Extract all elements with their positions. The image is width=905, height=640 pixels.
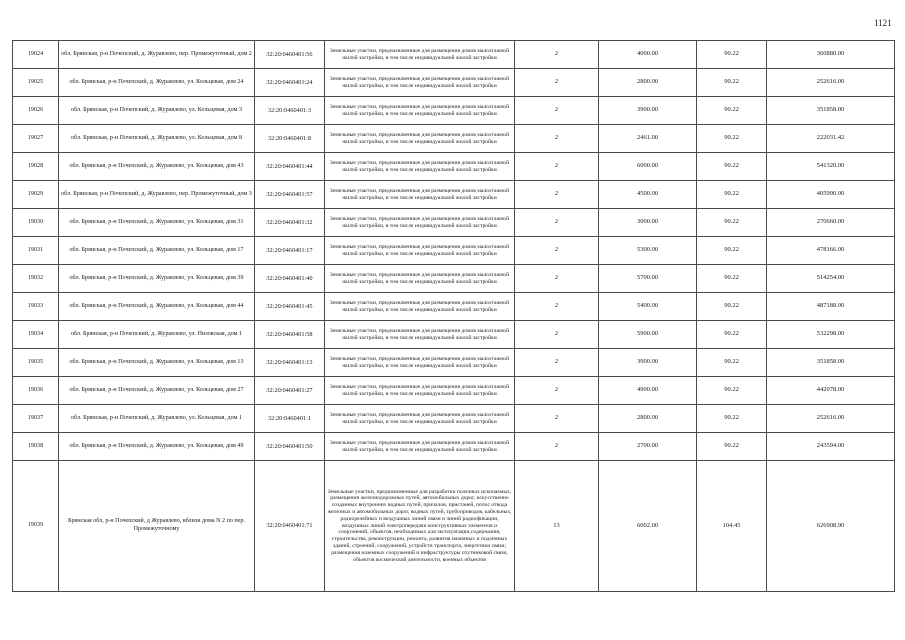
area-cell: 5400.00 (599, 293, 697, 321)
row-id-cell: 19031 (13, 237, 59, 265)
row-id-cell: 19028 (13, 153, 59, 181)
row-id-cell: 19024 (13, 41, 59, 69)
address-cell: обл. Брянская, р-н Почепский, д. Журавлево, ул. Кольцевая, дом 8 (59, 125, 255, 153)
address-cell: обл. Брянская, р-н Почепский, д. Журавлево, ул. Кольцевая, дом 49 (59, 433, 255, 461)
area-cell: 2800.00 (599, 69, 697, 97)
cadastral-number-cell: 32:20:0460401:27 (255, 377, 325, 405)
area-cell: 3900.00 (599, 349, 697, 377)
specific-value-cell: 90.22 (697, 405, 767, 433)
row-id-cell: 19025 (13, 69, 59, 97)
cadastral-number-cell: 32:20:0460401:24 (255, 69, 325, 97)
table-row (13, 405, 895, 433)
land-purpose-cell: Земельные участки, предназначенные для размещения домов малоэтажной жилой застройки, в том числе индивидуальной жилой застройки (325, 293, 515, 321)
address-cell: обл. Брянская, р-н Почепский, д. Журавлево, ул. Кольцевая, дом 39 (59, 265, 255, 293)
cadastral-number-cell: 32:20:0460401:1 (255, 405, 325, 433)
cadastral-number-cell: 32:20:0460401:50 (255, 433, 325, 461)
land-purpose-cell: Земельные участки, предназначенные для размещения домов малоэтажной жилой застройки, в том числе индивидуальной жилой застройки (325, 377, 515, 405)
area-cell: 6002.00 (599, 461, 697, 592)
land-purpose-cell: Земельные участки, предназначенные для размещения домов малоэтажной жилой застройки, в том числе индивидуальной жилой застройки (325, 265, 515, 293)
row-id-cell: 19038 (13, 433, 59, 461)
category-code-cell: 2 (515, 433, 599, 461)
cadastral-number-cell: 32:20:0460401:8 (255, 125, 325, 153)
cadastral-value-cell: 252616.00 (767, 405, 895, 433)
cadastral-value-cell: 532298.00 (767, 321, 895, 349)
address-cell: Брянская обл, р-н Почепский, д Журавлево, вблизи дома N 2 по пер. Промежуточному (59, 461, 255, 592)
address-cell: обл. Брянская, р-н Почепский, д. Журавлево, ул. Кольцевая, дом 1 (59, 405, 255, 433)
land-purpose-cell: Земельные участки, предназначенные для размещения домов малоэтажной жилой застройки, в том числе индивидуальной жилой застройки (325, 97, 515, 125)
address-cell: обл. Брянская, р-н Почепский, д. Журавлево, ул. Кольцевая, дом 3 (59, 97, 255, 125)
row-id-cell: 19032 (13, 265, 59, 293)
address-cell: обл. Брянская, р-н Почепский, д. Журавлево, ул. Кольцевая, дом 13 (59, 349, 255, 377)
land-purpose-cell: Земельные участки, предназначенные для размещения домов малоэтажной жилой застройки, в том числе индивидуальной жилой застройки (325, 125, 515, 153)
cadastral-value-cell: 351858.00 (767, 97, 895, 125)
table-body (13, 41, 895, 592)
category-code-cell: 2 (515, 97, 599, 125)
area-cell: 2461.00 (599, 125, 697, 153)
row-id-cell: 19030 (13, 209, 59, 237)
area-cell: 4000.00 (599, 41, 697, 69)
specific-value-cell: 90.22 (697, 153, 767, 181)
specific-value-cell: 90.22 (697, 97, 767, 125)
address-cell: обл. Брянская, р-н Почепский, д. Журавлево, ул. Кольцевая, дом 27 (59, 377, 255, 405)
cadastral-value-cell: 405990.00 (767, 181, 895, 209)
cadastral-value-cell: 351858.00 (767, 349, 895, 377)
category-code-cell: 2 (515, 153, 599, 181)
cadastral-number-cell: 32:20:0460401:56 (255, 41, 325, 69)
cadastral-number-cell: 32:20:0460401:40 (255, 265, 325, 293)
row-id-cell: 19027 (13, 125, 59, 153)
address-cell: обл. Брянская, р-н Почепский, д. Журавлево, ул. Кольцевая, дом 24 (59, 69, 255, 97)
area-cell: 3900.00 (599, 97, 697, 125)
specific-value-cell: 90.22 (697, 293, 767, 321)
table-row (13, 321, 895, 349)
area-cell: 4500.00 (599, 181, 697, 209)
cadastral-value-cell: 243594.00 (767, 433, 895, 461)
row-id-cell: 19036 (13, 377, 59, 405)
table-row (13, 69, 895, 97)
cadastral-number-cell: 32:20:0460401:13 (255, 349, 325, 377)
cadastral-value-cell: 222031.42 (767, 125, 895, 153)
specific-value-cell: 90.22 (697, 209, 767, 237)
land-valuation-table (12, 40, 895, 592)
address-cell: обл. Брянская, р-н Почепский, д. Журавлево, ул. Кольцевая, дом 44 (59, 293, 255, 321)
land-purpose-cell: Земельные участки, предназначенные для размещения домов малоэтажной жилой застройки, в том числе индивидуальной жилой застройки (325, 405, 515, 433)
table-row (13, 293, 895, 321)
area-cell: 6000.00 (599, 153, 697, 181)
land-purpose-cell: Земельные участки, предназначенные для размещения домов малоэтажной жилой застройки, в том числе индивидуальной жилой застройки (325, 181, 515, 209)
specific-value-cell: 90.22 (697, 125, 767, 153)
cadastral-number-cell: 32:20:0460401:44 (255, 153, 325, 181)
address-cell: обл. Брянская, р-н Почепский, д. Журавлево, ул. Кольцевая, дом 43 (59, 153, 255, 181)
cadastral-value-cell: 252616.00 (767, 69, 895, 97)
land-purpose-cell: Земельные участки, предназначенные для размещения домов малоэтажной жилой застройки, в том числе индивидуальной жилой застройки (325, 433, 515, 461)
category-code-cell: 2 (515, 125, 599, 153)
area-cell: 5900.00 (599, 321, 697, 349)
land-purpose-cell: Земельные участки, предназначенные для размещения домов малоэтажной жилой застройки, в том числе индивидуальной жилой застройки (325, 237, 515, 265)
cadastral-value-cell: 487188.00 (767, 293, 895, 321)
row-id-cell: 19034 (13, 321, 59, 349)
area-cell: 2800.00 (599, 405, 697, 433)
table-row (13, 97, 895, 125)
area-cell: 4900.00 (599, 377, 697, 405)
cadastral-value-cell: 478166.00 (767, 237, 895, 265)
category-code-cell: 2 (515, 377, 599, 405)
specific-value-cell: 90.22 (697, 181, 767, 209)
cadastral-value-cell: 514254.00 (767, 265, 895, 293)
cadastral-value-cell: 541320.00 (767, 153, 895, 181)
row-id-cell: 19035 (13, 349, 59, 377)
cadastral-number-cell: 32:20:0460401:3 (255, 97, 325, 125)
table-row (13, 265, 895, 293)
cadastral-number-cell: 32:20:0460401:58 (255, 321, 325, 349)
category-code-cell: 13 (515, 461, 599, 592)
land-purpose-cell: Земельные участки, предназначенные для разработки полезных ископаемых, размещения железнодорожных путей, автомобильных дорог, искусственно созданных внутренних водных путей, причалов, пристаней, полос отвода железных и автомобильных дорог, водных путей, трубопроводов, кабельных, радиорелейных и воздушных линий связи и линий радиофикации, воздушных линий электропередачи конструктивных элементов и сооружений, объектов, необходимых для эксплуатации,содержания, строительства, реконструкции, ремонта, развития наземных и подземных зданий, строений, сооружений, устройств транспорта, энергетики связи; размещения наземных сооружений и инфраструктуры спутниковой связи, объектов космической деятельности, военных объектов (325, 461, 515, 592)
specific-value-cell: 90.22 (697, 433, 767, 461)
table-row (13, 237, 895, 265)
land-purpose-cell: Земельные участки, предназначенные для размещения домов малоэтажной жилой застройки, в том числе индивидуальной жилой застройки (325, 349, 515, 377)
category-code-cell: 2 (515, 265, 599, 293)
land-purpose-cell: Земельные участки, предназначенные для размещения домов малоэтажной жилой застройки, в том числе индивидуальной жилой застройки (325, 153, 515, 181)
table-row (13, 181, 895, 209)
table-row (13, 209, 895, 237)
specific-value-cell: 90.22 (697, 377, 767, 405)
row-id-cell: 19033 (13, 293, 59, 321)
cadastral-value-cell: 270660.00 (767, 209, 895, 237)
cadastral-number-cell: 32:20:0460401:71 (255, 461, 325, 592)
land-purpose-cell: Земельные участки, предназначенные для размещения домов малоэтажной жилой застройки, в том числе индивидуальной жилой застройки (325, 321, 515, 349)
address-cell: обл. Брянская, р-н Почепский, д. Журавлево, ул. Кольцевая, дом 31 (59, 209, 255, 237)
land-purpose-cell: Земельные участки, предназначенные для размещения домов малоэтажной жилой застройки, в том числе индивидуальной жилой застройки (325, 69, 515, 97)
cadastral-value-cell: 626908.90 (767, 461, 895, 592)
category-code-cell: 2 (515, 69, 599, 97)
category-code-cell: 2 (515, 209, 599, 237)
address-cell: обл. Брянская, р-н Почепский, д. Журавлево, ул. Низовская, дом 1 (59, 321, 255, 349)
category-code-cell: 2 (515, 237, 599, 265)
area-cell: 5700.00 (599, 265, 697, 293)
table-row (13, 41, 895, 69)
table-row (13, 377, 895, 405)
address-cell: обл. Брянская, р-н Почепский, д. Журавлево, ул. Кольцевая, дом 17 (59, 237, 255, 265)
category-code-cell: 2 (515, 349, 599, 377)
address-cell: обл. Брянская, р-н Почепский, д. Журавлево, пер. Промежуточный, дом 2 (59, 41, 255, 69)
land-purpose-cell: Земельные участки, предназначенные для размещения домов малоэтажной жилой застройки, в том числе индивидуальной жилой застройки (325, 209, 515, 237)
page-number: 1121 (874, 18, 892, 28)
land-purpose-cell: Земельные участки, предназначенные для размещения домов малоэтажной жилой застройки, в том числе индивидуальной жилой застройки (325, 41, 515, 69)
category-code-cell: 2 (515, 321, 599, 349)
area-cell: 2700.00 (599, 433, 697, 461)
category-code-cell: 2 (515, 181, 599, 209)
row-id-cell: 19037 (13, 405, 59, 433)
specific-value-cell: 90.22 (697, 41, 767, 69)
specific-value-cell: 90.22 (697, 265, 767, 293)
row-id-cell: 19029 (13, 181, 59, 209)
specific-value-cell: 90.22 (697, 69, 767, 97)
row-id-cell: 19026 (13, 97, 59, 125)
category-code-cell: 2 (515, 41, 599, 69)
table-row (13, 349, 895, 377)
address-cell: обл. Брянская, р-н Почепский, д. Журавлево, пер. Промежуточный, дом 3 (59, 181, 255, 209)
area-cell: 5300.00 (599, 237, 697, 265)
row-id-cell: 19039 (13, 461, 59, 592)
cadastral-number-cell: 32:20:0460401:32 (255, 209, 325, 237)
specific-value-cell: 104.45 (697, 461, 767, 592)
category-code-cell: 2 (515, 405, 599, 433)
specific-value-cell: 90.22 (697, 321, 767, 349)
area-cell: 3000.00 (599, 209, 697, 237)
specific-value-cell: 90.22 (697, 237, 767, 265)
table-row (13, 461, 895, 592)
table-row (13, 433, 895, 461)
category-code-cell: 2 (515, 293, 599, 321)
cadastral-value-cell: 442078.00 (767, 377, 895, 405)
table-row (13, 153, 895, 181)
cadastral-number-cell: 32:20:0460401:45 (255, 293, 325, 321)
cadastral-value-cell: 360880.00 (767, 41, 895, 69)
specific-value-cell: 90.22 (697, 349, 767, 377)
cadastral-number-cell: 32:20:0460401:17 (255, 237, 325, 265)
cadastral-number-cell: 32:20:0460401:57 (255, 181, 325, 209)
table-row (13, 125, 895, 153)
